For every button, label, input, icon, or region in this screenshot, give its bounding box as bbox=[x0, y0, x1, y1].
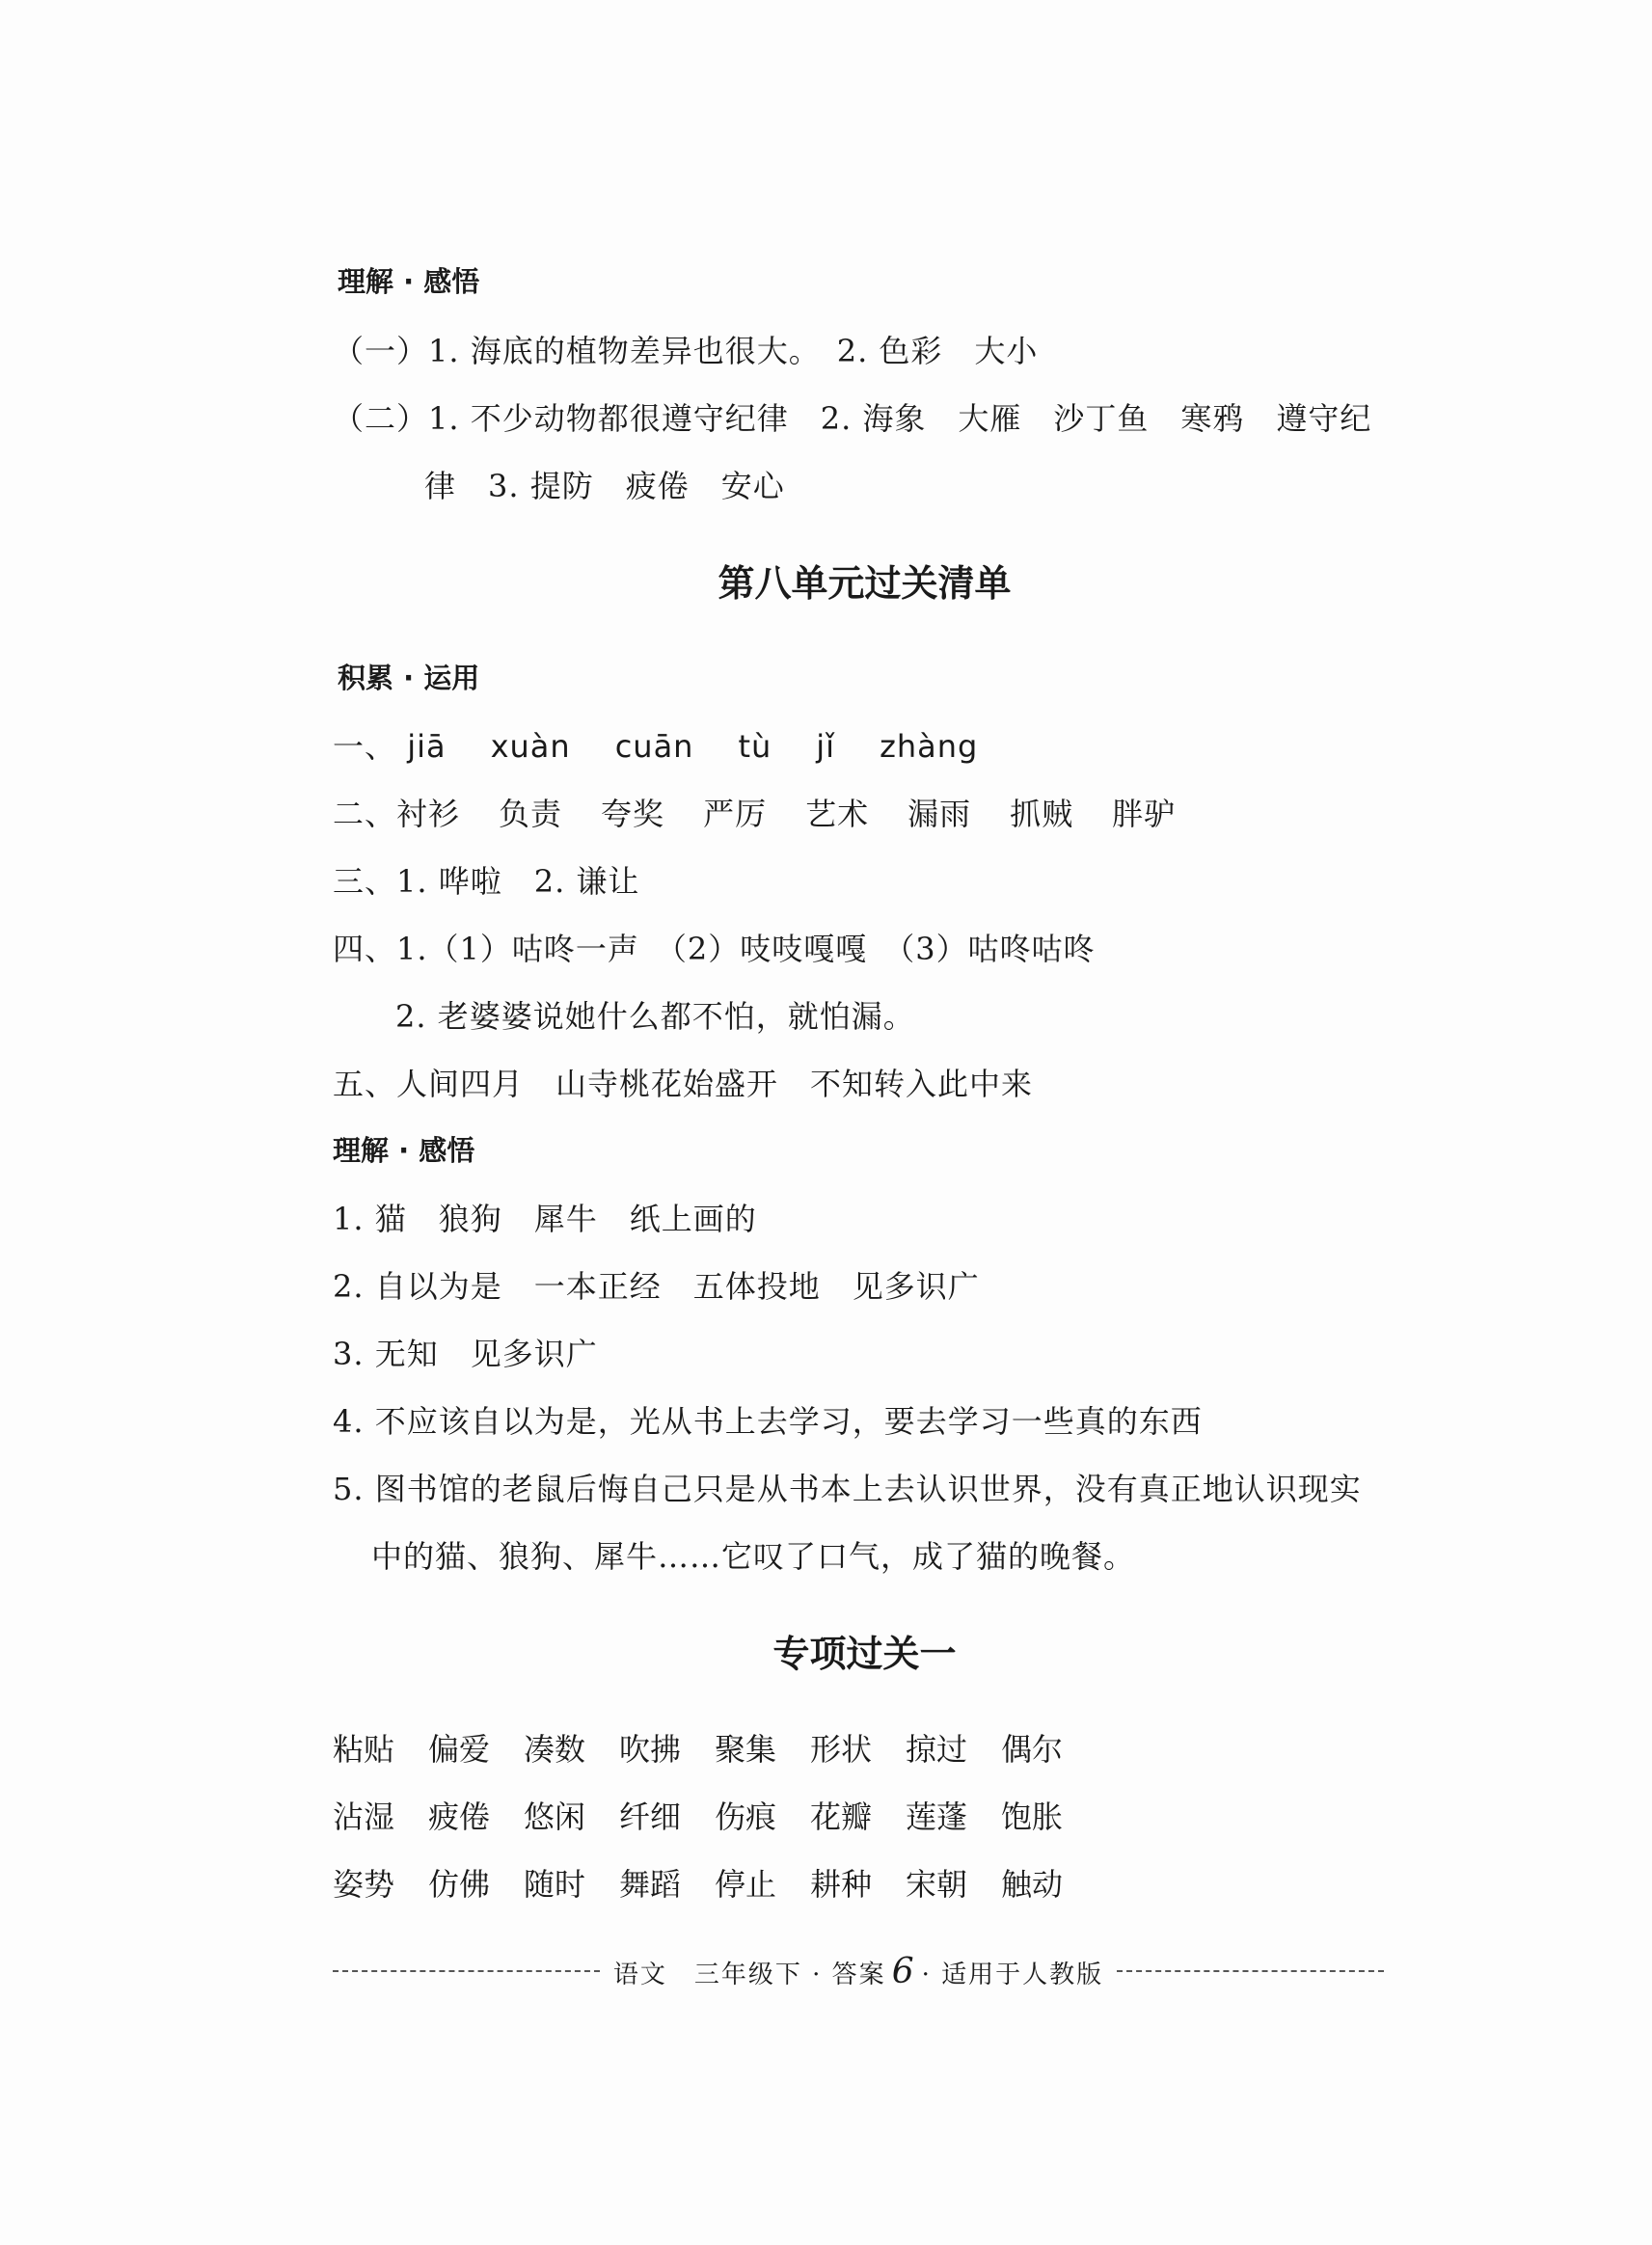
footer-text bbox=[600, 1952, 1117, 1991]
answer-line-2-continued: 律 3. 提防 疲倦 安心 bbox=[424, 468, 785, 504]
word-grid-row-2 bbox=[333, 1796, 1097, 1838]
item-label: 一、 bbox=[333, 728, 397, 765]
word: 掠过 bbox=[906, 1731, 968, 1768]
word: 宋朝 bbox=[906, 1866, 968, 1903]
word: 沾湿 bbox=[333, 1799, 395, 1835]
understanding-item-5: 5. 图书馆的老鼠后悔自己只是从书本上去认识世界，没有真正地认识现实 bbox=[333, 1471, 1362, 1507]
word: 触动 bbox=[1001, 1866, 1064, 1903]
word: 粘贴 bbox=[333, 1731, 395, 1768]
page-footer bbox=[333, 1952, 1384, 1990]
word-grid-row-1 bbox=[333, 1728, 1097, 1771]
section-title-accumulation: 积累 · 运用 bbox=[338, 662, 480, 694]
word: 饱胀 bbox=[1001, 1799, 1064, 1835]
pinyin-word: xuàn bbox=[490, 728, 571, 765]
answer-line-4: 四、1.（1）咕咚一声 （2）吱吱嘎嘎 （3）咕咚咕咚 bbox=[333, 931, 1096, 967]
word: 偶尔 bbox=[1001, 1731, 1064, 1768]
words-line bbox=[333, 793, 1176, 835]
understanding-item-1: 1. 猫 狼狗 犀牛 纸上画的 bbox=[333, 1201, 757, 1237]
answer-text: 1. 海底的植物差异也很大。 2. 色彩 大小 bbox=[428, 333, 1039, 369]
pinyin-word: zhàng bbox=[880, 728, 979, 765]
word: 疲倦 bbox=[428, 1799, 491, 1835]
understanding-item-5-continued: 中的猫、狼狗、犀牛……它叹了口气，成了猫的晚餐。 bbox=[371, 1538, 1136, 1575]
footer-divider-right bbox=[1117, 1970, 1384, 1972]
word: 仿佛 bbox=[428, 1866, 491, 1903]
answer-line-2 bbox=[333, 397, 1371, 440]
special-heading: 专项过关一 bbox=[772, 1632, 957, 1675]
word: 负责 bbox=[499, 796, 563, 832]
pinyin-line bbox=[333, 725, 978, 768]
footer-divider-left bbox=[333, 1970, 600, 1972]
word: 凑数 bbox=[524, 1731, 586, 1768]
word: 舞蹈 bbox=[619, 1866, 682, 1903]
word: 停止 bbox=[715, 1866, 777, 1903]
word: 衬衫 bbox=[396, 796, 461, 832]
word: 耕种 bbox=[810, 1866, 873, 1903]
word: 聚集 bbox=[715, 1731, 777, 1768]
unit8-heading: 第八单元过关清单 bbox=[718, 561, 1012, 605]
pinyin-word: tù bbox=[738, 728, 772, 765]
answer-line-4-continued: 2. 老婆婆说她什么都不怕，就怕漏。 bbox=[395, 998, 915, 1035]
answer-label: （二） bbox=[333, 400, 429, 437]
word: 抓贼 bbox=[1010, 796, 1074, 832]
word: 偏爱 bbox=[428, 1731, 491, 1768]
answer-line-5: 五、人间四月 山寺桃花始盛开 不知转入此中来 bbox=[333, 1066, 1034, 1102]
word: 艺术 bbox=[805, 796, 870, 832]
answer-text: 1. 不少动物都很遵守纪律 2. 海象 大雁 沙丁鱼 寒鸦 遵守纪 bbox=[428, 400, 1372, 437]
pinyin-word: cuān bbox=[614, 728, 694, 765]
pinyin-word: jiā bbox=[407, 728, 447, 765]
word: 纤细 bbox=[619, 1799, 682, 1835]
understanding-item-2: 2. 自以为是 一本正经 五体投地 见多识广 bbox=[333, 1268, 980, 1305]
word: 吹拂 bbox=[619, 1731, 682, 1768]
understanding-item-3: 3. 无知 见多识广 bbox=[333, 1336, 598, 1372]
word: 花瓣 bbox=[810, 1799, 873, 1835]
section-title-understanding-2: 理解 · 感悟 bbox=[333, 1134, 475, 1167]
word: 夸奖 bbox=[601, 796, 665, 832]
word: 随时 bbox=[524, 1866, 586, 1903]
pinyin-word: jǐ bbox=[816, 728, 836, 765]
item-label: 二、 bbox=[333, 796, 397, 832]
answer-line-3: 三、1. 哗啦 2. 谦让 bbox=[333, 863, 640, 900]
word: 胖驴 bbox=[1112, 796, 1177, 832]
word: 漏雨 bbox=[907, 796, 972, 832]
footer-edition: · 适用于人教版 bbox=[921, 1960, 1104, 1989]
word: 形状 bbox=[810, 1731, 873, 1768]
answer-label: （一） bbox=[333, 333, 429, 369]
understanding-item-4: 4. 不应该自以为是，光从书上去学习，要去学习一些真的东西 bbox=[333, 1403, 1203, 1440]
word: 姿势 bbox=[333, 1866, 395, 1903]
footer-subject: 语文 三年级下 · 答案 bbox=[612, 1960, 886, 1989]
word: 伤痕 bbox=[715, 1799, 777, 1835]
word-grid-row-3 bbox=[333, 1863, 1097, 1906]
word: 悠闲 bbox=[524, 1799, 586, 1835]
answer-line-1 bbox=[333, 330, 1038, 372]
word: 莲蓬 bbox=[906, 1799, 968, 1835]
word: 严厉 bbox=[703, 796, 768, 832]
page-number: 6 bbox=[891, 1951, 916, 1991]
section-title-understanding: 理解 · 感悟 bbox=[338, 265, 480, 298]
